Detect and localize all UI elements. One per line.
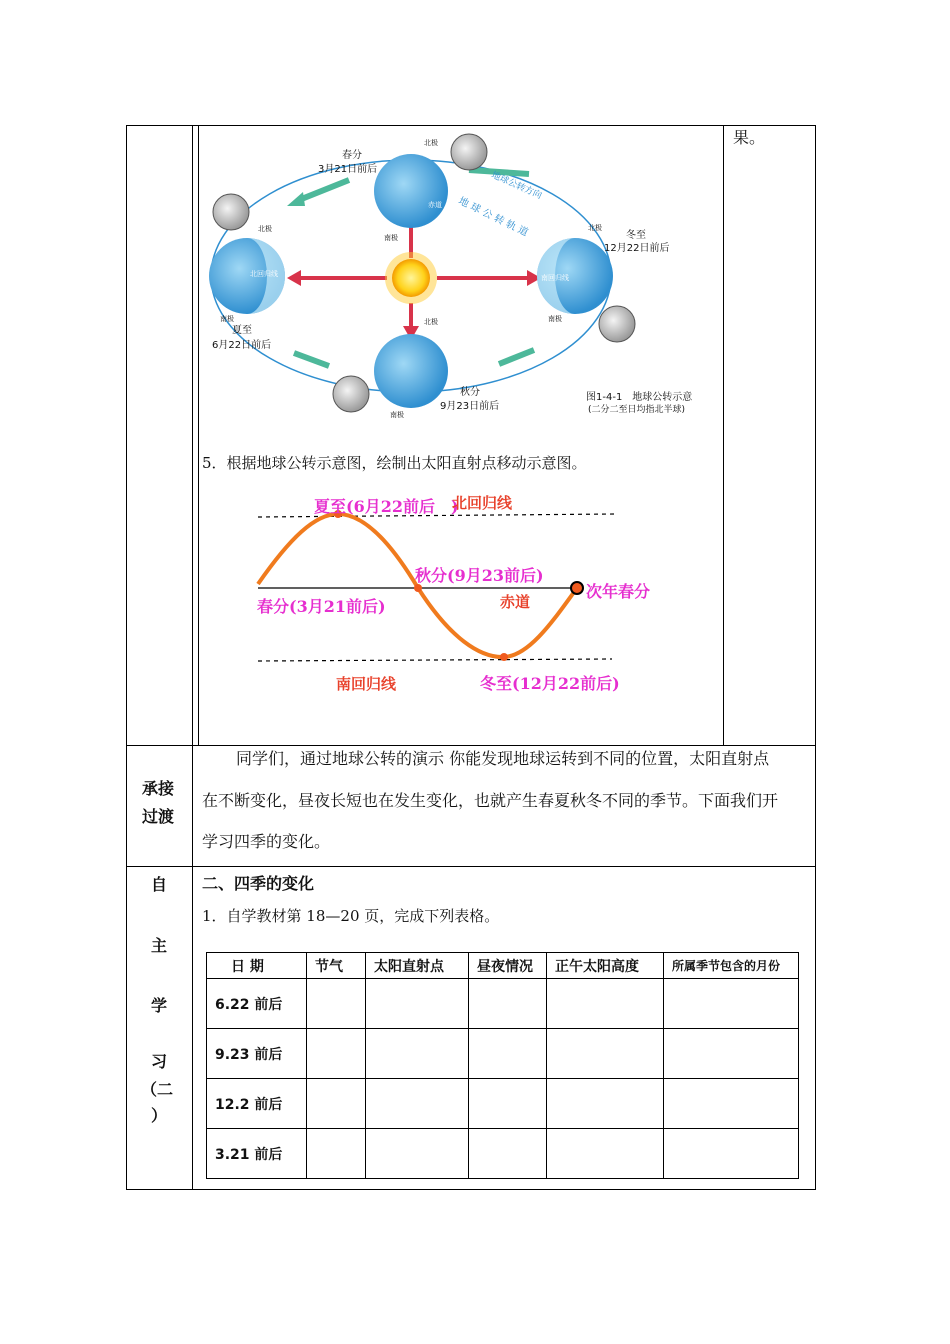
orbit-autumn-date: 9月23日前后: [440, 401, 500, 412]
col-day-night: 昼夜情况: [469, 953, 547, 979]
blank-cell[interactable]: [547, 1029, 664, 1079]
table-header-row: [207, 953, 799, 979]
tropic-south-line: [258, 659, 612, 661]
self-study-label-6: ）: [151, 1106, 168, 1125]
blank-cell[interactable]: [469, 979, 547, 1029]
col-date: 日 期: [207, 953, 307, 979]
blank-cell[interactable]: [664, 979, 799, 1029]
wave-winter-label: 冬至(12月22前后): [480, 674, 620, 693]
orbit-arrow-lower-left: [294, 353, 329, 366]
north-pole-label-2: 北极: [258, 225, 272, 233]
equator-on-globe: 赤道: [428, 201, 442, 209]
frame-bottom: [126, 1189, 816, 1190]
north-pole-label-3: 北极: [424, 318, 438, 326]
south-pole-label-2: 南极: [220, 315, 234, 323]
row-date: 9.23 前后: [207, 1029, 307, 1079]
frame-col-divider: [192, 125, 193, 1190]
blank-cell[interactable]: [307, 1079, 366, 1129]
row-divider-2: [126, 866, 816, 867]
col-direct-point: 太阳直射点: [366, 953, 469, 979]
earth-autumn: [374, 334, 448, 408]
transition-line-2: 在不断变化，昼夜长短也在发生变化，也就产生春夏秋冬不同的季节。下面我们开: [202, 791, 779, 810]
next-spring-point: [571, 582, 583, 594]
row-date: 6.22 前后: [207, 979, 307, 1029]
wave-spring-label: 春分(3月21前后): [257, 597, 386, 616]
frame-inner-right: [723, 125, 724, 745]
tropic-s-on-globe: 南回归线: [541, 274, 569, 282]
orbit-caption-1: 图1-4-1 地球公转示意: [586, 392, 693, 403]
transition-line-3: 学习四季的变化。: [202, 832, 331, 851]
blank-cell[interactable]: [664, 1029, 799, 1079]
blank-cell[interactable]: [307, 979, 366, 1029]
frame-right: [815, 125, 816, 1190]
table-row: [207, 1129, 799, 1179]
previous-text-fragment: 果。: [733, 128, 766, 147]
orbit-arrow-lower-right: [499, 350, 534, 364]
orbit-arrow-head: [287, 192, 305, 206]
self-study-label-3: 学: [151, 996, 168, 1015]
grey-globe-3: [599, 306, 635, 342]
question-5: 5．根据地球公转示意图，绘制出太阳直射点移动示意图。: [202, 454, 587, 472]
north-pole-label: 北极: [424, 139, 438, 147]
blank-cell[interactable]: [307, 1029, 366, 1079]
wave-equator-label: 赤道: [500, 593, 531, 611]
blank-cell[interactable]: [366, 979, 469, 1029]
orbit-spring-date: 3月21日前后: [318, 164, 378, 175]
transition-label-1: 承接: [142, 779, 175, 798]
study-instruction: 1．自学教材第 18—20 页，完成下列表格。: [202, 907, 500, 925]
section-heading: 二、四季的变化: [202, 874, 315, 893]
blank-cell[interactable]: [307, 1129, 366, 1179]
orbit-track-label: 地 球 公 转 轨 道: [456, 195, 530, 239]
wave-next-spring-label: 次年春分: [586, 582, 651, 601]
tropic-n-on-globe: 北回归线: [250, 270, 278, 278]
orbit-autumn-name: 秋分: [460, 387, 480, 398]
wave-autumn-label: 秋分(9月23前后): [415, 566, 544, 585]
blank-cell[interactable]: [469, 1129, 547, 1179]
col-season-months: 所属季节包含的月份: [664, 953, 799, 979]
blank-cell[interactable]: [664, 1129, 799, 1179]
wave-summer-label: 夏至(6月22前后 ): [314, 497, 459, 516]
blank-cell[interactable]: [547, 979, 664, 1029]
table-row: [207, 1029, 799, 1079]
blank-cell[interactable]: [547, 1079, 664, 1129]
north-pole-label-4: 北极: [588, 224, 602, 232]
orbit-winter-name: 冬至: [626, 230, 646, 241]
self-study-label-4: 习: [151, 1052, 168, 1071]
self-study-label-5: （二: [141, 1080, 174, 1099]
orbit-summer-name: 夏至: [232, 325, 252, 336]
grey-globe-1: [451, 134, 487, 170]
season-table: [206, 952, 799, 1179]
earth-spring: [374, 154, 448, 228]
blank-cell[interactable]: [469, 1029, 547, 1079]
self-study-label-1: 自: [151, 875, 168, 894]
south-pole-label: 南极: [384, 234, 398, 242]
frame-left: [126, 125, 127, 1190]
table-row: [207, 979, 799, 1029]
south-pole-label-3: 南极: [548, 315, 562, 323]
self-study-label-2: 主: [151, 936, 168, 955]
frame-top: [126, 125, 816, 126]
orbit-arrow-upper-left: [299, 180, 349, 200]
table-row: [207, 1079, 799, 1129]
wave-tropic-north-label: 北回归线: [452, 494, 513, 512]
col-solar-term: 节气: [307, 953, 366, 979]
revolution-direction-label: 地球公转方向: [489, 170, 544, 202]
row-date: 12.2 前后: [207, 1079, 307, 1129]
wave-tropic-south-label: 南回归线: [336, 675, 397, 693]
transition-label-2: 过渡: [142, 807, 175, 826]
row-date: 3.21 前后: [207, 1129, 307, 1179]
transition-line-1: 同学们，通过地球公转的演示 你能发现地球运转到不同的位置，太阳直射点: [236, 749, 770, 768]
grey-globe-4: [333, 376, 369, 412]
col-noon-height: 正午太阳高度: [547, 953, 664, 979]
orbit-spring-name: 春分: [342, 150, 362, 161]
grey-globe-2: [213, 194, 249, 230]
orbit-winter-date: 12月22日前后: [604, 243, 670, 254]
blank-cell[interactable]: [366, 1079, 469, 1129]
orbit-caption-2: (二分二至日均指北半球): [588, 405, 686, 415]
blank-cell[interactable]: [547, 1129, 664, 1179]
blank-cell[interactable]: [469, 1079, 547, 1129]
south-pole-label-4: 南极: [390, 411, 404, 419]
blank-cell[interactable]: [366, 1129, 469, 1179]
blank-cell[interactable]: [664, 1079, 799, 1129]
winter-point: [500, 653, 508, 661]
blank-cell[interactable]: [366, 1029, 469, 1079]
orbit-summer-date: 6月22日前后: [212, 340, 272, 351]
